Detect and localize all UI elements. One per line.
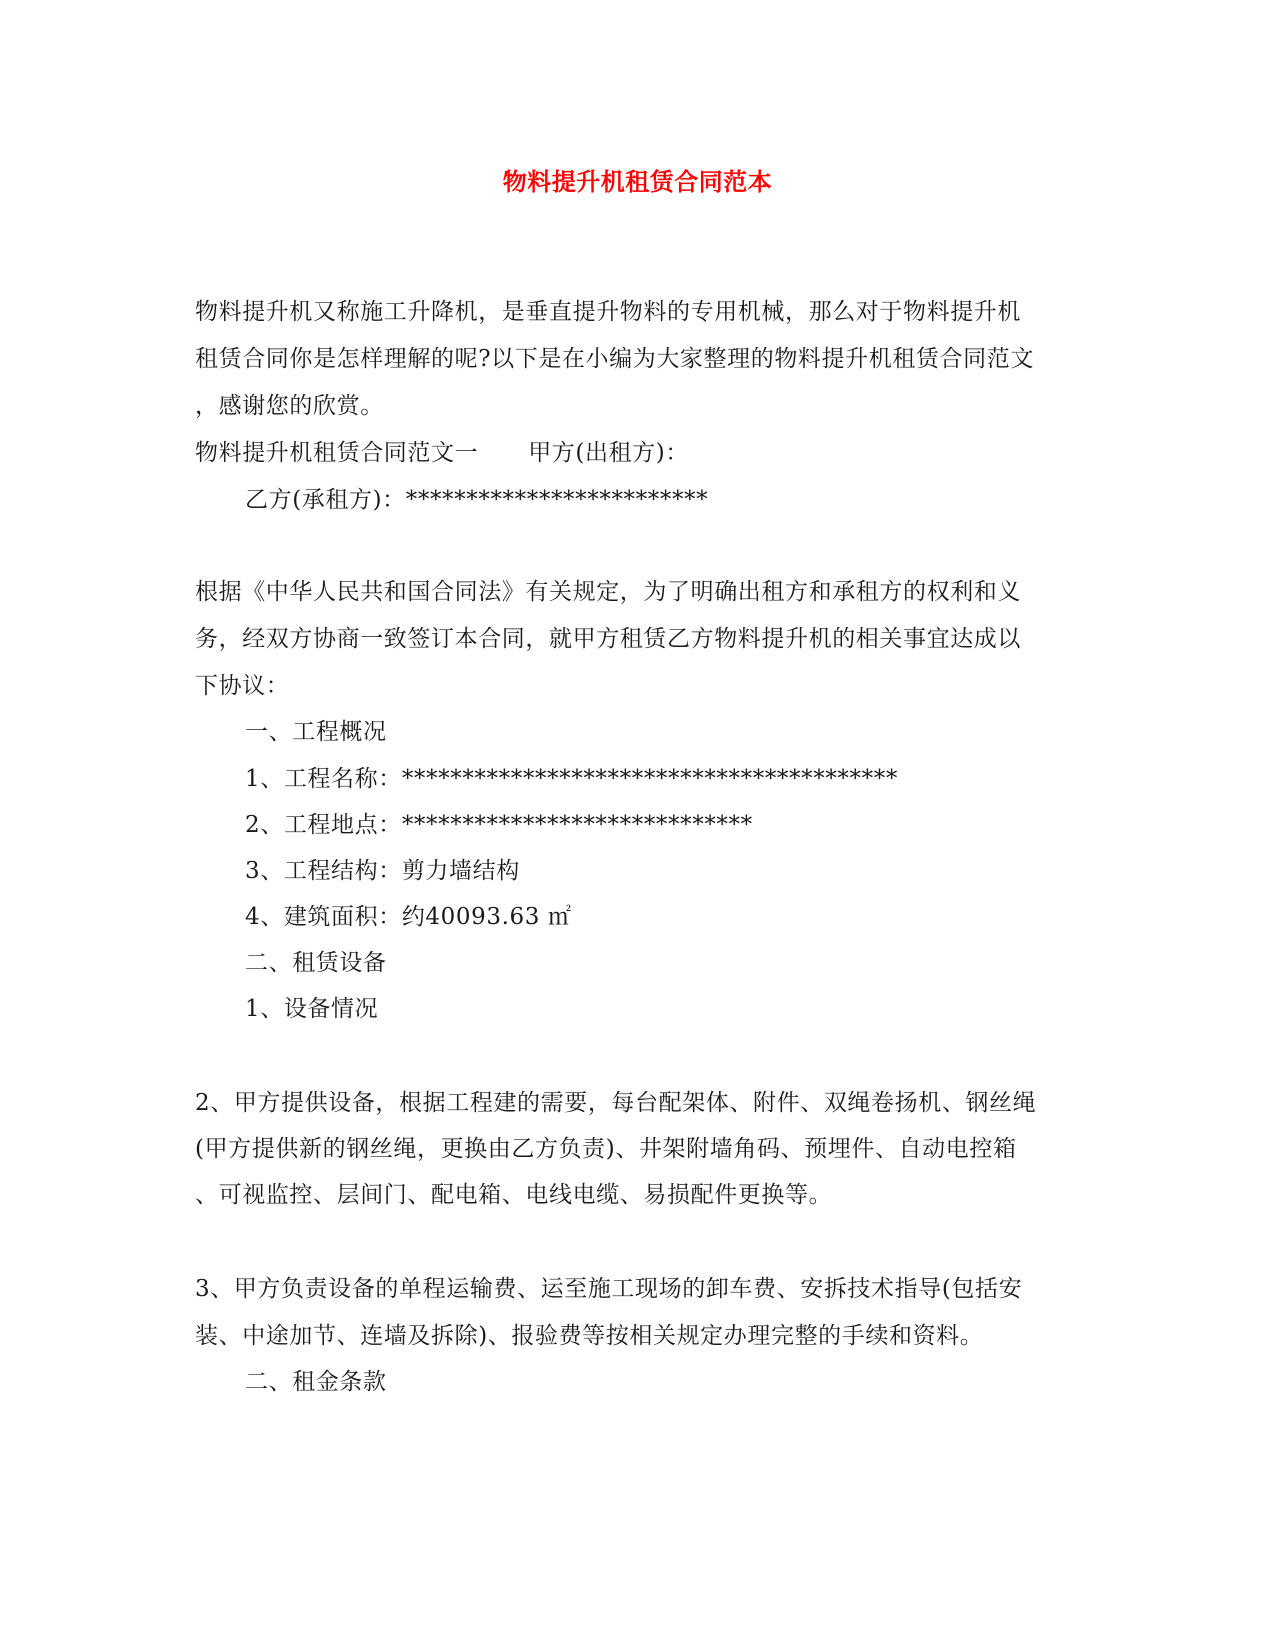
para2-line-2: (甲方提供新的钢丝绳，更换由乙方负责)、井架附墙角码、预埋件、自动电控箱 [195, 1136, 1017, 1162]
section3-heading: 二、租金条款 [245, 1369, 387, 1395]
intro-line-1: 物料提升机又称施工升降机，是垂直提升物料的专用机械，那么对于物料提升机 [195, 299, 1021, 325]
project-location-line: 2、工程地点：***************************** [245, 812, 753, 838]
heading-line [195, 437, 689, 469]
document-title: 物料提升机租赁合同范本 [502, 167, 773, 196]
para3-line-1: 3、甲方负责设备的单程运输费、运至施工现场的卸车费、安拆技术指导(包括安 [195, 1276, 1023, 1302]
para3-line-2: 装、中途加节、连墙及拆除)、报验费等按相关规定办理完整的手续和资料。 [195, 1323, 984, 1349]
party-b-line: 乙方(承租方)：************************* [245, 487, 709, 513]
project-structure-line: 3、工程结构：剪力墙结构 [245, 858, 520, 884]
contract-heading: 物料提升机租赁合同范文一 [195, 440, 479, 466]
party-a-label: 甲方(出租方)： [528, 440, 689, 466]
para2-line-1: 2、甲方提供设备，根据工程建的需要，每台配架体、附件、双绳卷扬机、钢丝绳 [195, 1090, 1037, 1116]
section1-heading: 一、工程概况 [245, 719, 387, 745]
equipment-status-line: 1、设备情况 [245, 996, 379, 1022]
basis-line-2: 务，经双方协商一致签订本合同，就甲方租赁乙方物料提升机的相关事宜达成以 [195, 626, 1021, 652]
para2-line-3: 、可视监控、层间门、配电箱、电线电缆、易损配件更换等。 [195, 1182, 833, 1208]
project-name-line: 1、工程名称：***************************************** [245, 766, 898, 792]
basis-line-1: 根据《中华人民共和国合同法》有关规定，为了明确出租方和承租方的权利和义 [195, 579, 1021, 605]
intro-line-2: 租赁合同你是怎样理解的呢?以下是在小编为大家整理的物料提升机租赁合同范文 [195, 346, 1034, 372]
basis-line-3: 下协议： [195, 673, 290, 699]
building-area-line: 4、建筑面积：约40093.63 ㎡ [245, 904, 572, 930]
section2-heading: 二、租赁设备 [245, 950, 387, 976]
intro-line-3: ，感谢您的欣赏。 [195, 393, 384, 419]
